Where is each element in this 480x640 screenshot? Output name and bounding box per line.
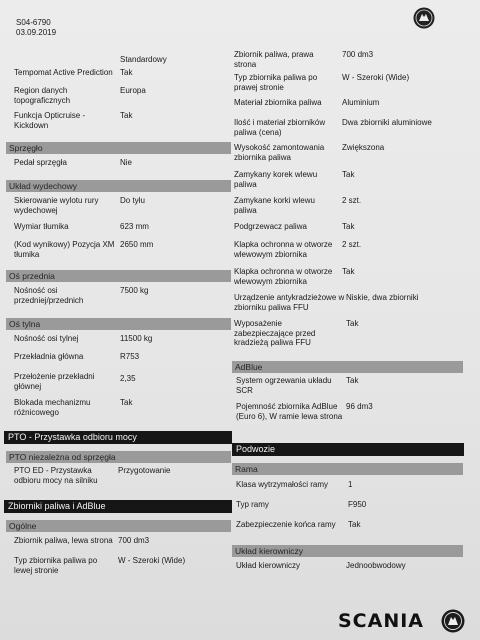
label-opticruise: Funkcja Opticruise - Kickdown [14, 111, 86, 130]
section-uklad-kierowniczy: Układ kierowniczy [232, 545, 463, 557]
value-ogrzewanie-scr: Tak [346, 376, 359, 385]
label-klasa-ramy: Klasa wytrzymałości ramy [236, 480, 329, 489]
value-uklad-kierowniczy: Jednoobwodowy [346, 561, 406, 570]
label-korek: Zamykany korek wlewu paliwa [234, 170, 318, 189]
label-wyposazenie-ffu: Wyposażenie zabezpieczające przed kradzieżą paliwa FFU [234, 319, 316, 347]
label-tempomat: Tempomat Active Prediction [14, 68, 113, 77]
value-zbiornik-prawy: 700 dm3 [342, 50, 374, 59]
value-nosnosc-przod: 7500 kg [120, 286, 149, 295]
document-date: 03.09.2019 [16, 28, 57, 37]
value-material: Aluminium [342, 98, 380, 107]
label-typ-prawy: Typ zbiornika paliwa po prawej stronie [234, 73, 318, 92]
label-zbiornik-prawy: Zbiornik paliwa, prawa strona [234, 50, 314, 69]
label-nosnosc-tyl: Nośność osi tylnej [14, 334, 79, 343]
label-typ-ramy: Typ ramy [236, 500, 269, 509]
value-antykradziezowe: Niskie, dwa zbiorniki [346, 293, 419, 302]
value-pedal: Nie [120, 158, 133, 167]
label-blokada: Blokada mechanizmu różnicowego [14, 398, 91, 417]
griffin-emblem-icon [440, 608, 466, 634]
label-ilosc-zbiornikow: Ilość i materiał zbiorników paliwa (cena) [234, 118, 326, 137]
label-tlumik: Wymiar tłumika [14, 222, 69, 231]
section-ogolne: Ogólne [6, 520, 231, 532]
label-klapka-1: Klapka ochronna w otworze wlewowym zbiornika [234, 240, 333, 259]
section-uklad-wydechowy: Układ wydechowy [6, 180, 231, 192]
scania-logo: SCANIA [338, 610, 425, 632]
value-korek: Tak [342, 170, 355, 179]
label-przekladnia: Przekładnia główna [14, 352, 84, 361]
value-przekladnia: R753 [120, 352, 140, 361]
value-korki: 2 szt. [342, 196, 362, 205]
label-wysokosc: Wysokość zamontowania zbiornika paliwa [234, 143, 325, 162]
value-pozycja-xm: 2650 mm [120, 240, 154, 249]
section-os-przednia: Oś przednia [6, 270, 231, 282]
label-przelozenie: Przełożenie przekładni głównej [14, 372, 95, 391]
label-pto-ed: PTO ED - Przystawka odbioru mocy na silniku [14, 466, 98, 485]
value-podgrzewacz: Tak [342, 222, 355, 231]
section-pto-niezalezna: PTO niezależna od sprzęgła [6, 451, 231, 463]
label-material: Materiał zbiornika paliwa [234, 98, 322, 107]
griffin-emblem-icon [412, 6, 436, 30]
section-os-tylna: Oś tylna [6, 318, 231, 330]
label-pozycja-xm: (Kod wynikowy) Pozycja XM tłumika [14, 240, 115, 259]
label-typ-lewy: Typ zbiornika paliwa po lewej stronie [14, 556, 98, 575]
label-zbiornik-lewy: Zbiornik paliwa, lewa strona [14, 536, 113, 545]
value-wylot: Do tyłu [120, 196, 145, 205]
value-wyposazenie-ffu: Tak [346, 319, 359, 328]
value-klasa-ramy: 1 [348, 480, 353, 489]
section-podwozie: Podwozie [232, 443, 464, 456]
value-tlumik: 623 mm [120, 222, 149, 231]
label-uklad-kierowniczy: Układ kierowniczy [236, 561, 301, 570]
document-id: S04-6790 [16, 18, 51, 27]
value-pojemnosc-adblue: 96 dm3 [346, 402, 373, 411]
label-ogrzewanie-scr: System ogrzewania układu SCR [236, 376, 332, 395]
label-region: Region danych topograficznych [14, 86, 71, 105]
value-typ-prawy: W - Szeroki (Wide) [342, 73, 410, 82]
label-wylot: Skierowanie wylotu rury wydechowej [14, 196, 99, 215]
value-przelozenie: 2,35 [120, 374, 136, 383]
label-klapka-2: Klapka ochronna w otworze wlewowym zbiornika [234, 267, 333, 286]
value-klapka-2: Tak [342, 267, 355, 276]
value-ilosc-zbiornikow: Dwa zbiorniki aluminiowe [342, 118, 432, 127]
section-rama: Rama [232, 463, 463, 475]
section-sprzeglo: Sprzęgło [6, 142, 231, 154]
value-zbiornik-lewy: 700 dm3 [118, 536, 150, 545]
value-zabezpieczenie-ramy: Tak [348, 520, 361, 529]
section-pto: PTO - Przystawka odbioru mocy [4, 431, 232, 444]
value-wysokosc: Zwiększona [342, 143, 385, 152]
value-klapka-1: 2 szt. [342, 240, 362, 249]
label-podgrzewacz: Podgrzewacz paliwa [234, 222, 307, 231]
label-zabezpieczenie-ramy: Zabezpieczenie końca ramy [236, 520, 336, 529]
value-typ-ramy: F950 [348, 500, 367, 509]
value-standard: Standardowy [120, 55, 167, 64]
value-tempomat: Tak [120, 68, 133, 77]
label-pojemnosc-adblue: Pojemność zbiornika AdBlue (Euro 6), W ramie lewa strona [236, 402, 343, 421]
value-pto-ed: Przygotowanie [118, 466, 171, 475]
value-opticruise: Tak [120, 111, 133, 120]
label-nosnosc-przod: Nośność osi przedniej/przednich [14, 286, 84, 305]
label-antykradziezowe: Urządzenie antykradzieżowe w zbiorniku paliwa FFU [234, 293, 345, 312]
label-pedal: Pedał sprzęgła [14, 158, 67, 167]
value-typ-lewy: W - Szeroki (Wide) [118, 556, 186, 565]
label-korki: Zamykane korki wlewu paliwa [234, 196, 315, 215]
section-adblue: AdBlue [232, 361, 463, 373]
value-nosnosc-tyl: 11500 kg [120, 334, 153, 343]
section-zbiorniki: Zbiorniki paliwa i AdBlue [4, 500, 232, 513]
value-region: Europa [120, 86, 146, 95]
value-blokada: Tak [120, 398, 133, 407]
